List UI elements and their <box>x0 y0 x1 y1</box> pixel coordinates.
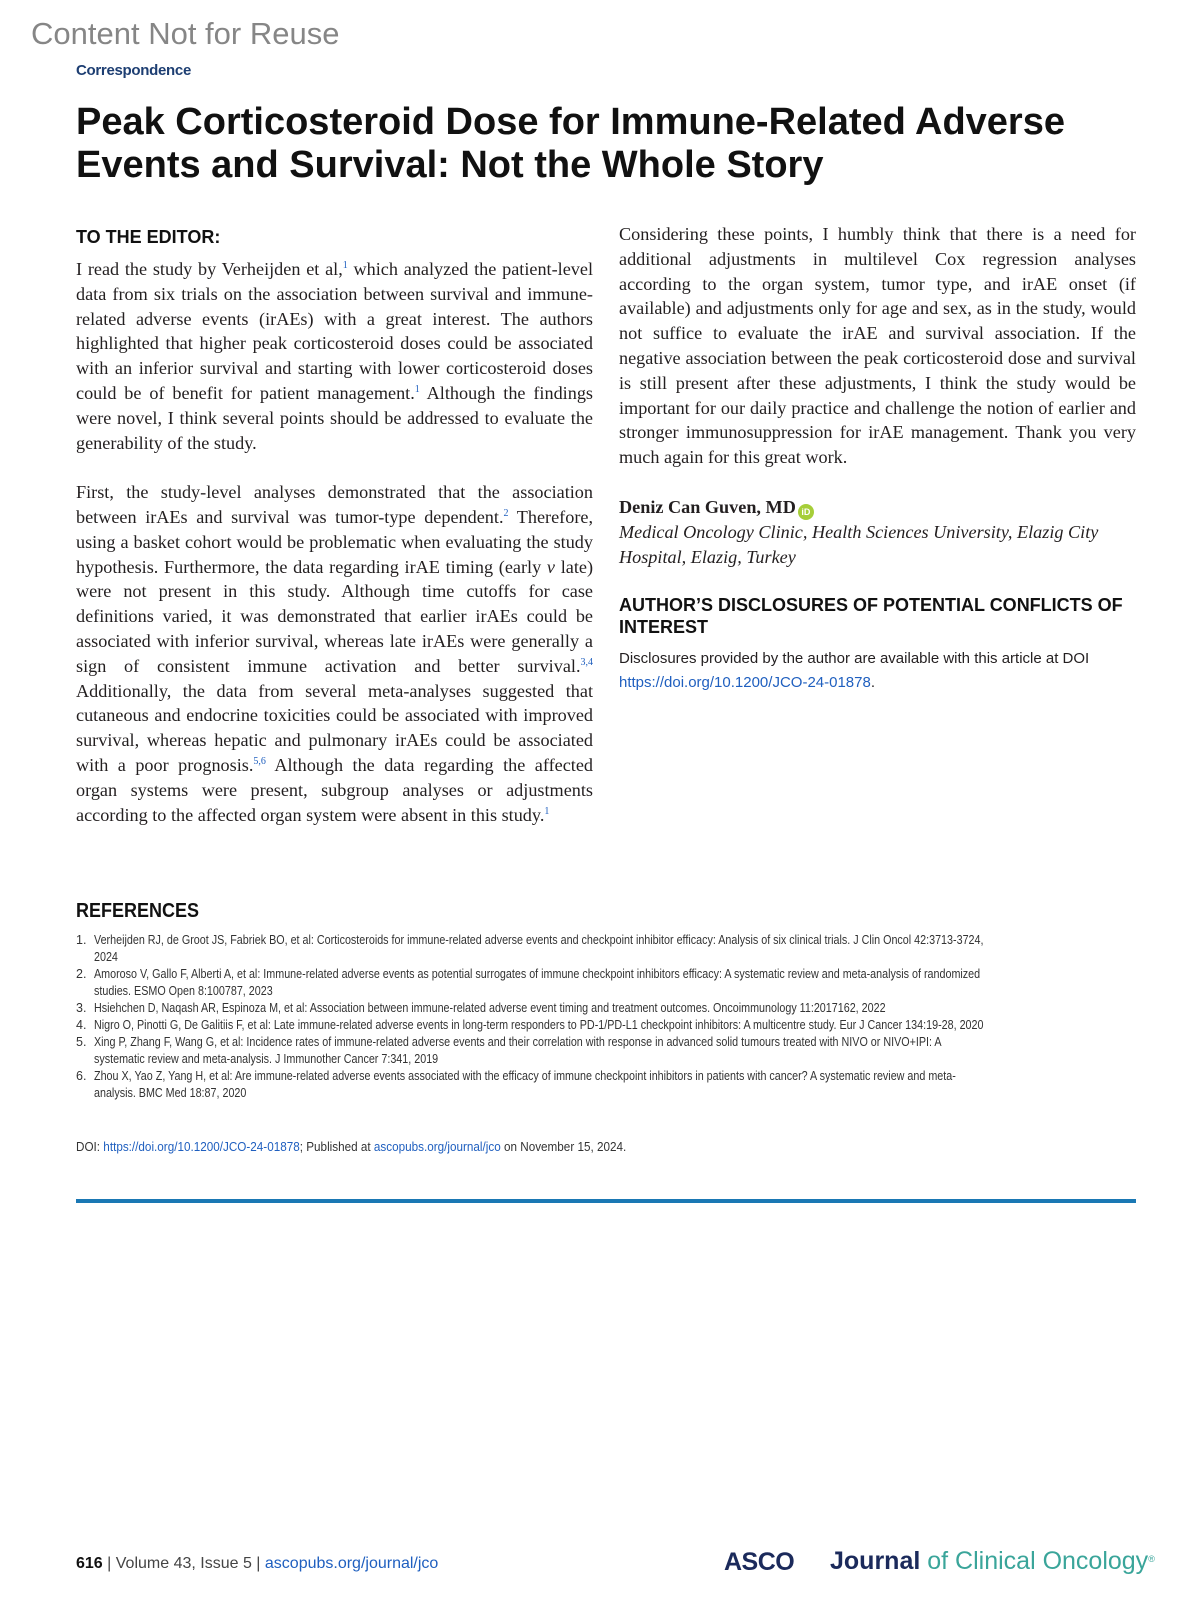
text: ; Published at <box>299 1139 374 1154</box>
journal-link[interactable]: ascopubs.org/journal/jco <box>264 1555 439 1572</box>
text: Disclosures provided by the author are available with this article at DOI <box>619 650 1090 668</box>
ref-number: 2. <box>76 967 87 981</box>
doi-link[interactable]: https://doi.org/10.1200/JCO-24-01878 <box>103 1139 300 1154</box>
citation-link[interactable]: 5,6 <box>253 755 266 767</box>
orcid-icon[interactable]: iD <box>798 504 814 520</box>
reference-item <box>76 932 1136 966</box>
ref-number: 1. <box>76 933 87 947</box>
volume-issue: Volume 43, Issue 5 <box>115 1555 252 1572</box>
section-label: Correspondence <box>76 62 191 79</box>
text: Journal <box>830 1547 921 1575</box>
reference-item <box>76 966 1136 1000</box>
citation-link[interactable]: 1 <box>544 805 550 817</box>
reference-item <box>76 1068 1136 1102</box>
ref-number: 4. <box>76 1018 87 1032</box>
article-title: Peak Corticosteroid Dose for Immune-Related Adverse Events and Survival: Not the Whole Story <box>76 101 1065 186</box>
text: Although the data regarding the affected organ systems were present, subgroup analyses or adjustments according to the affected organ system were absent in this study. <box>76 754 593 825</box>
ref-text: Amoroso V, Gallo F, Alberti A, et al: Immune-related adverse events as potential surrogates of immune checkpoint inhibitors efficacy: A systematic review and meta-analysis of randomized studies. ESMO Open 8:100787, 2023 <box>94 967 981 998</box>
references-heading: REFERENCES <box>76 900 200 922</box>
citation-link[interactable]: 2 <box>503 507 509 519</box>
registered-mark: ® <box>1148 1554 1155 1564</box>
ref-text: Hsiehchen D, Naqash AR, Espinoza M, et al: Association between immune-related adverse event timing and treatment outcomes. Oncoimmunology 11:2017162, 2022 <box>94 1001 886 1015</box>
paragraph-3: Considering these points, I humbly think that there is a need for additional adjustments in multilevel Cox regression analyses according to the organ system, tumor type, and irAE onset (if available) and adjustments only for age and sex, as in the study, would not suffice to evaluate the irAE and survival association. If the negative association between the peak corticosteroid dose and survival is still present after these adjustments, I think the study would be important for our daily practice and challenge the notion of earlier and stronger immunosuppression for irAE management. Thank you very much again for this great work. <box>619 224 1136 468</box>
text: DOI: <box>76 1139 104 1154</box>
reference-item <box>76 1017 1136 1034</box>
ref-text: Nigro O, Pinotti G, De Galitiis F, et al: Late immune-related adverse events in long-term responders to PD-1/PD-L1 checkpoint inhibitors: A multicentre study. Eur J Cancer 134:19-28, 2020 <box>94 1018 984 1032</box>
text: . <box>870 674 876 692</box>
watermark: Content Not for Reuse <box>31 16 340 51</box>
citation-link[interactable]: 3,4 <box>580 656 593 668</box>
text: | <box>251 1555 265 1572</box>
disclosures-text <box>619 647 1136 695</box>
paragraph-1 <box>76 257 593 455</box>
ref-number: 6. <box>76 1069 87 1083</box>
ref-text: Zhou X, Yao Z, Yang H, et al: Are immune-related adverse events associated with the efficacy of immune checkpoint inhibitors in patients with cancer? A systematic review and meta-analysis. BMC Med 18:87, 2020 <box>94 1069 956 1100</box>
asco-logo: ASCO <box>724 1548 795 1576</box>
text: Therefore, using a basket cohort would be problematic when evaluating the study hypothesis. Furthermore, the data regarding irAE timing (early <box>76 506 594 577</box>
text: v <box>546 556 555 577</box>
text: of Clinical Oncology <box>920 1547 1149 1575</box>
reference-item <box>76 1000 1136 1017</box>
text: First, the study-level analyses demonstrated that the association between irAEs and survival was tumor-type dependent. <box>76 482 593 527</box>
author-name <box>619 495 1136 520</box>
citation-link[interactable]: 1 <box>414 383 420 395</box>
salutation: TO THE EDITOR: <box>76 227 221 247</box>
references-list <box>76 932 1136 1102</box>
page-number: 616 <box>76 1555 103 1572</box>
doi-link[interactable]: https://doi.org/10.1200/JCO-24-01878 <box>619 674 871 692</box>
text: I read the study by Verheijden et al, <box>76 259 343 279</box>
citation-link[interactable]: 1 <box>342 260 348 271</box>
journal-logo <box>830 1547 1155 1576</box>
page-footer <box>76 1555 438 1573</box>
author-name-text: Deniz Can Guven, MD <box>619 496 796 517</box>
paragraph-2 <box>76 480 593 827</box>
ref-number: 3. <box>76 1001 87 1015</box>
ref-text: Xing P, Zhang F, Wang G, et al: Incidence rates of immune-related adverse events and their correlation with response in advanced solid tumours treated with NIVO or NIVO+IPI: A systematic review and meta-analysis. J Immunother Cancer 7:341, 2019 <box>94 1035 942 1066</box>
author-affiliation: Medical Oncology Clinic, Health Sciences University, Elazig City Hospital, Elazig, Turkey <box>619 521 1099 567</box>
text: on November 15, 2024. <box>500 1139 627 1154</box>
text: Additionally, the data from several meta-analyses suggested that cutaneous and endocrine toxicities could be associated with improved survival, whereas hepatic and pulmonary irAEs could be associated with a poor prognosis. <box>76 680 593 775</box>
divider <box>76 1199 1136 1203</box>
text: | <box>102 1555 116 1572</box>
article-body <box>76 222 1136 862</box>
disclosures-heading: AUTHOR’S DISCLOSURES OF POTENTIAL CONFLICTS OF INTEREST <box>619 595 1123 638</box>
text: late) were not present in this study. Although time cutoffs for case definitions varied, it was demonstrated that earlier irAEs could be associated with inferior survival, whereas late irAEs were generally a sign of consistent immune activation and better survival. <box>76 556 593 676</box>
doi-line <box>76 1139 626 1154</box>
text: which analyzed the patient-level data from six trials on the association between survival and immune-related adverse events (irAEs) with a great interest. The authors highlighted that higher peak corticosteroid doses could be associated with an inferior survival and starting with lower corticosteroid doses could be of benefit for patient management. <box>76 259 594 403</box>
ref-text: Verheijden RJ, de Groot JS, Fabriek BO, et al: Corticosteroids for immune-related adverse events and checkpoint inhibitor efficacy: Analysis of six clinical trials. J Clin Oncol 42:3713-3724, 2024 <box>94 933 984 964</box>
text: Although the findings were novel, I think several points should be addressed to evaluate the generability of the study. <box>76 382 593 453</box>
journal-link[interactable]: ascopubs.org/journal/jco <box>373 1139 501 1154</box>
ref-number: 5. <box>76 1035 87 1049</box>
reference-item <box>76 1034 1136 1068</box>
